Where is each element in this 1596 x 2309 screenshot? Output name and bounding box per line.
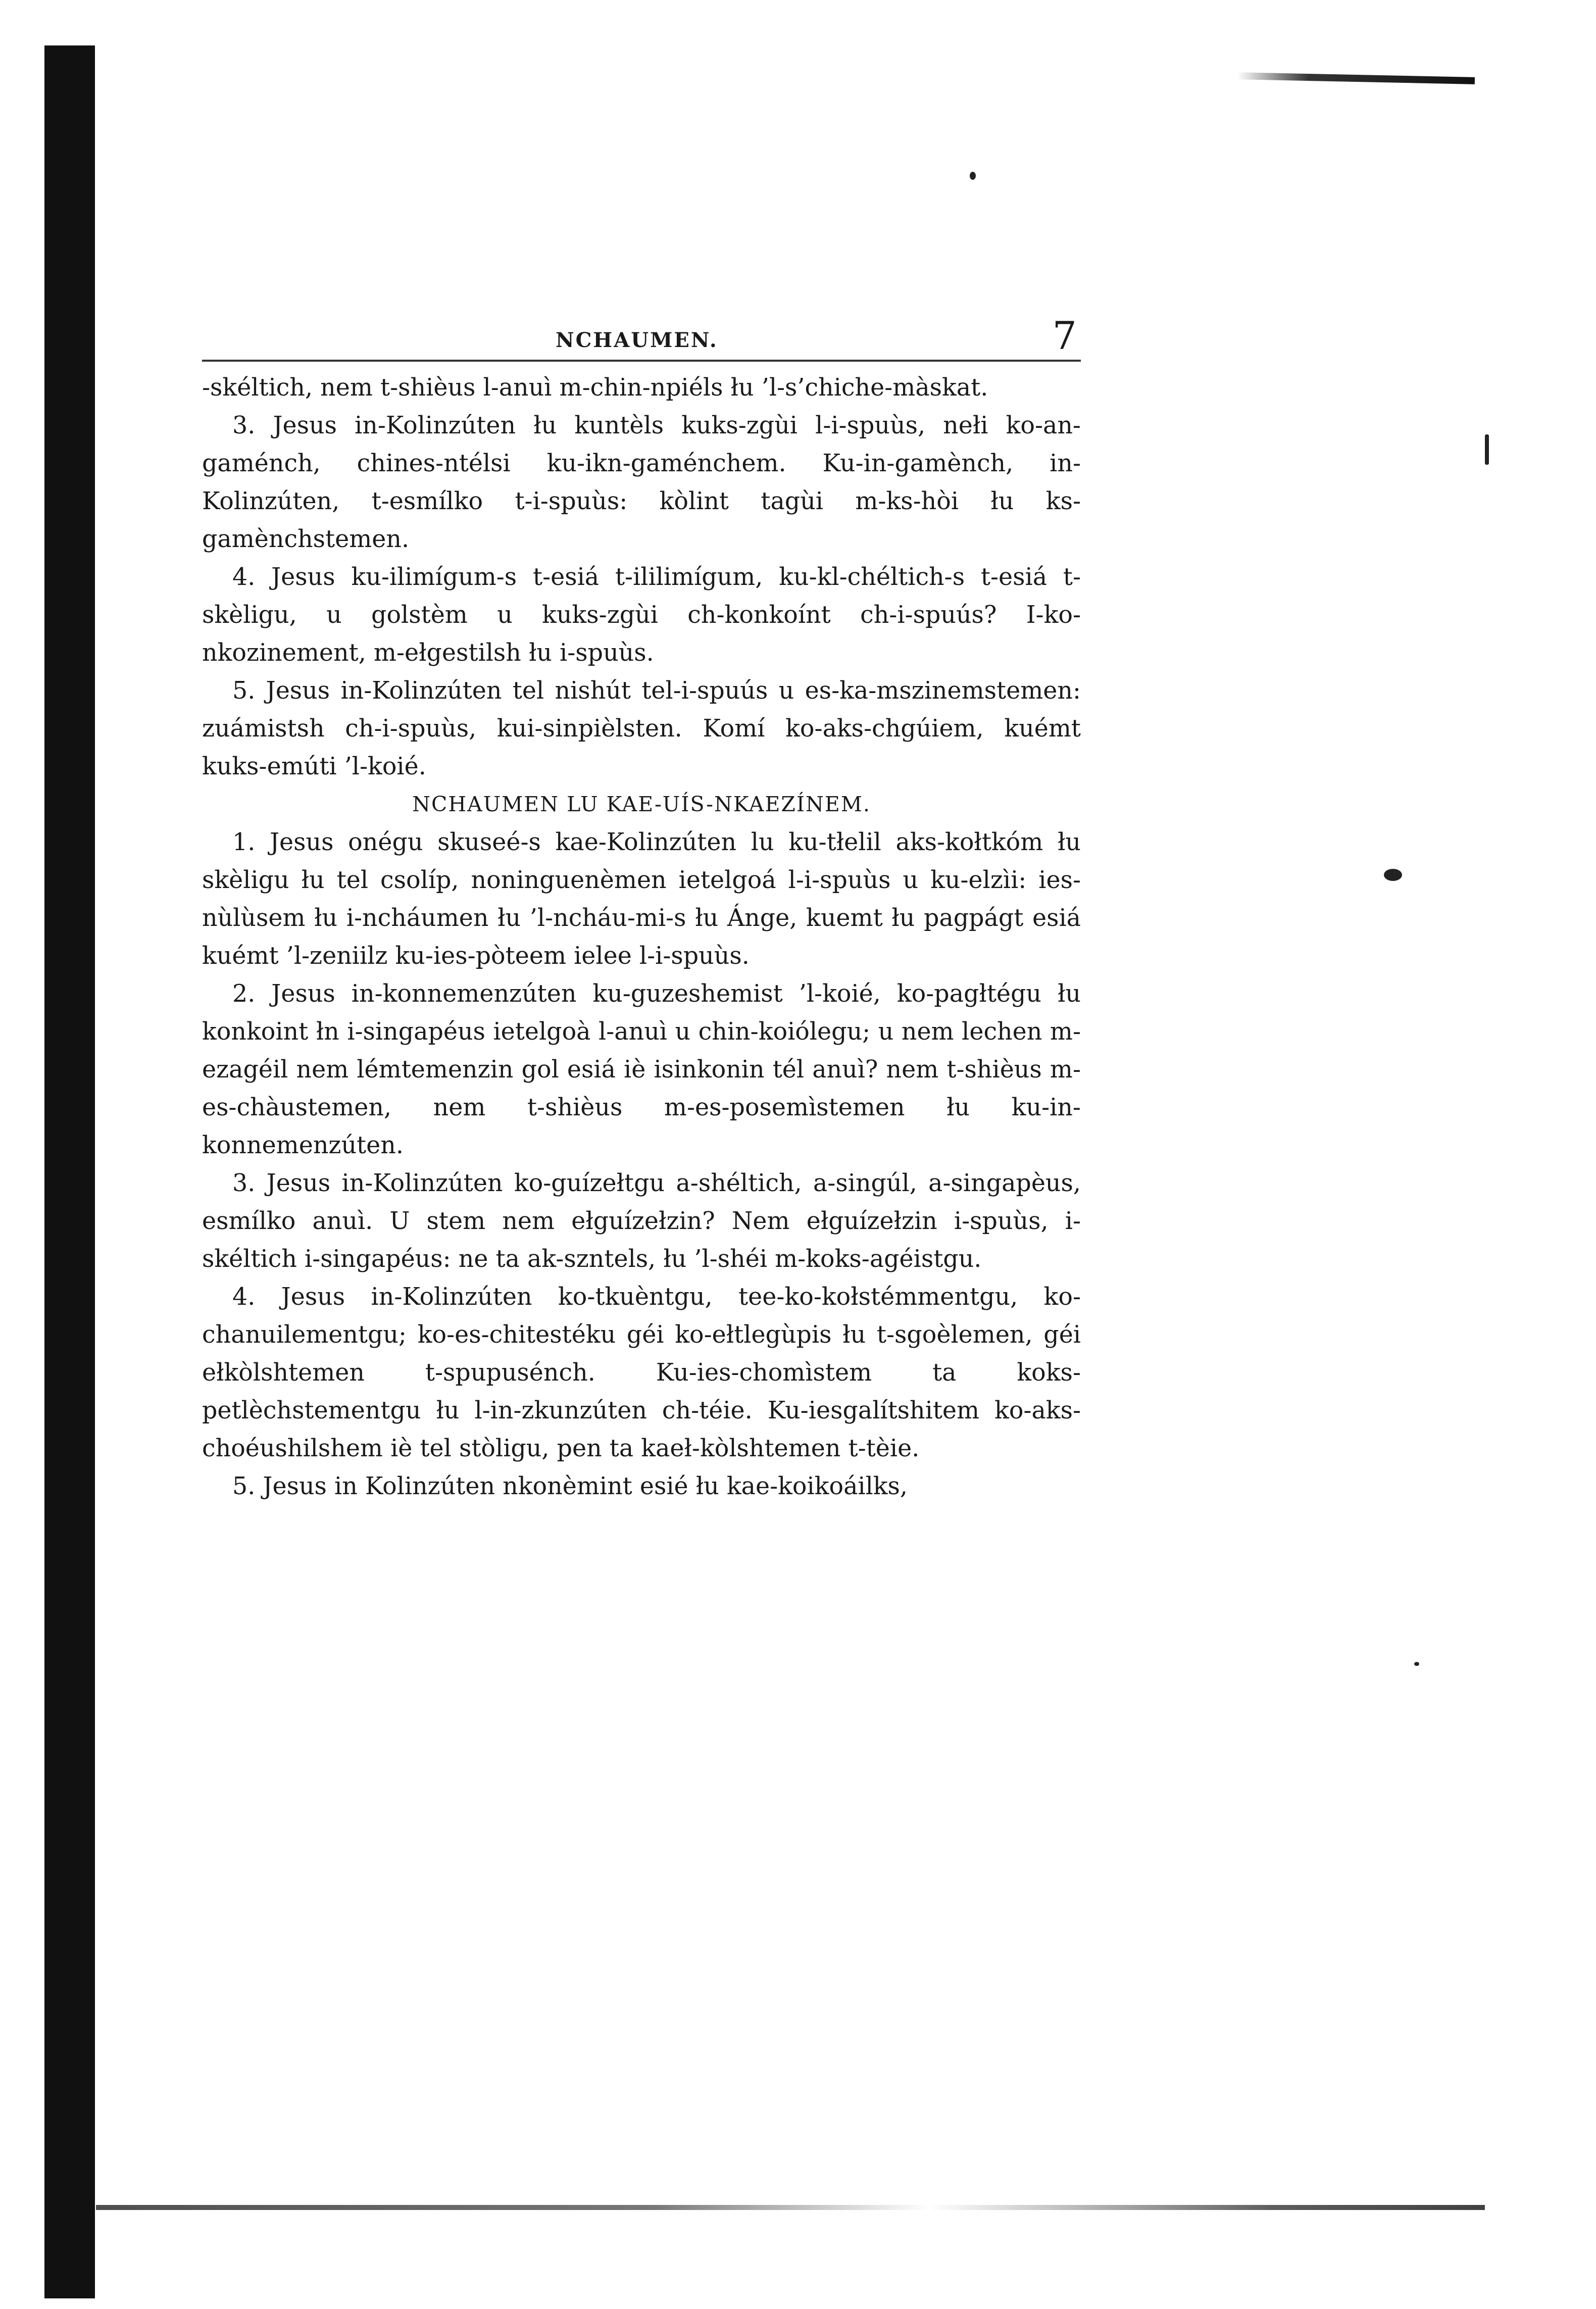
paragraph: 4. Jesus in-Kolinzúten ko-tkuèntgu, tee-ko-kołstémmentgu, ko-chanuilementgu; ko-es-chitestéku géi ko-ełtlegùpis łu t-sgoèlemen, géi ełkòlshtemen t-spupusénch. Ku-ies-chomìstem ta koks-petlèchstementgu łu l-in-zkunzúten ch-téie. Ku-iesgalítshitem ko-aks-choéushilshem iè tel stòligu, pen ta kaeł-kòlshtemen t-tèie.	[202, 1283, 1081, 1462]
paragraph: 4. Jesus ku-ilimígum-s t-esiá t-ililimígum, ku-kl-chéltich-s t-esiá t-skèligu, u golstèm u kuks-zgùi ch-konkoínt ch-i-spuús? I-ko-nkozinement, m-ełgestilsh łu i-spuùs.	[202, 563, 1081, 667]
paragraph: 5. Jesus in Kolinzúten nkonèmint esié łu kae-koikoáilks,	[232, 1472, 908, 1500]
running-title: NCHAUMEN.	[556, 328, 718, 352]
paragraph: 5. Jesus in-Kolinzúten tel nishút tel-i-spuús u es-ka-mszinemstemen: zuámistsh ch-i-spuùs, kui-sinpièlsten. Komí ko-aks-chgúiem, kuémt kuks-emúti ’l-koié.	[202, 677, 1081, 780]
paragraph: 1. Jesus onégu skuseé-s kae-Kolinzúten lu ku-tłelil aks-kołtkóm łu skèligu łu tel csolíp, noninguenèmen ietelgoá l-i-spuùs u ku-elzìi: ies-nùlùsem łu i-ncháumen łu ’l-ncháu-mi-s łu Ánge, kuemt łu pagpágt esiá kuémt ’l-zeniilz ku-ies-pòteem ielee l-i-spuùs.	[202, 828, 1081, 970]
binding-edge	[44, 45, 95, 2298]
paragraph: -skéltich, nem t-shièus l-anuì m-chin-npiéls łu ’l-s’chiche-màskat.	[202, 374, 988, 402]
scan-speck	[1414, 1662, 1419, 1666]
scan-speck	[1384, 869, 1402, 881]
page-number: 7	[1052, 313, 1077, 358]
paragraph: 3. Jesus in-Kolinzúten ko-guízełtgu a-shéltich, a-singúl, a-singapèus, esmílko anuì. U stem nem ełguízełzin? Nem ełguízełzin i-spuùs, i-skéltich i-singapéus: ne ta ak-szntels, łu ’l-shéi m-koks-agéistgu.	[202, 1169, 1081, 1273]
paragraph: 2. Jesus in-konnemenzúten ku-guzeshemist ’l-koié, ko-pagłtégu łu konkoint łn i-singapéus ietelgoà l-anuì u chin-koiólegu; u nem lechen m-ezagéil nem lémtemenzin gol esiá iè isinkonin tél anuì? nem t-shièus m-es-chàustemen, nem t-shièus m-es-posemìstemen łu ku-in-konnemenzúten.	[202, 980, 1081, 1159]
scan-speck	[1485, 434, 1489, 465]
page-header	[202, 313, 1081, 359]
scan-speck	[970, 172, 976, 180]
header-rule	[202, 360, 1081, 362]
scan-artifact-top	[1237, 72, 1475, 84]
scan-artifact-bottom	[96, 2205, 1485, 2210]
body-text	[202, 369, 1081, 1505]
paragraph: 3. Jesus in-Kolinzúten łu kuntèls kuks-zgùi l-i-spuùs, nełi ko-an-gaménch, chines-ntélsi ku-ikn-gaménchem. Ku-in-gamènch, in-Kolinzúten, t-esmílko t-i-spuùs: kòlint tagùi m-ks-hòi łu ks-gamènchstemen.	[202, 412, 1081, 553]
section-heading: NCHAUMEN LU KAE-UÍS-NKAEZÍNEM.	[412, 792, 871, 816]
